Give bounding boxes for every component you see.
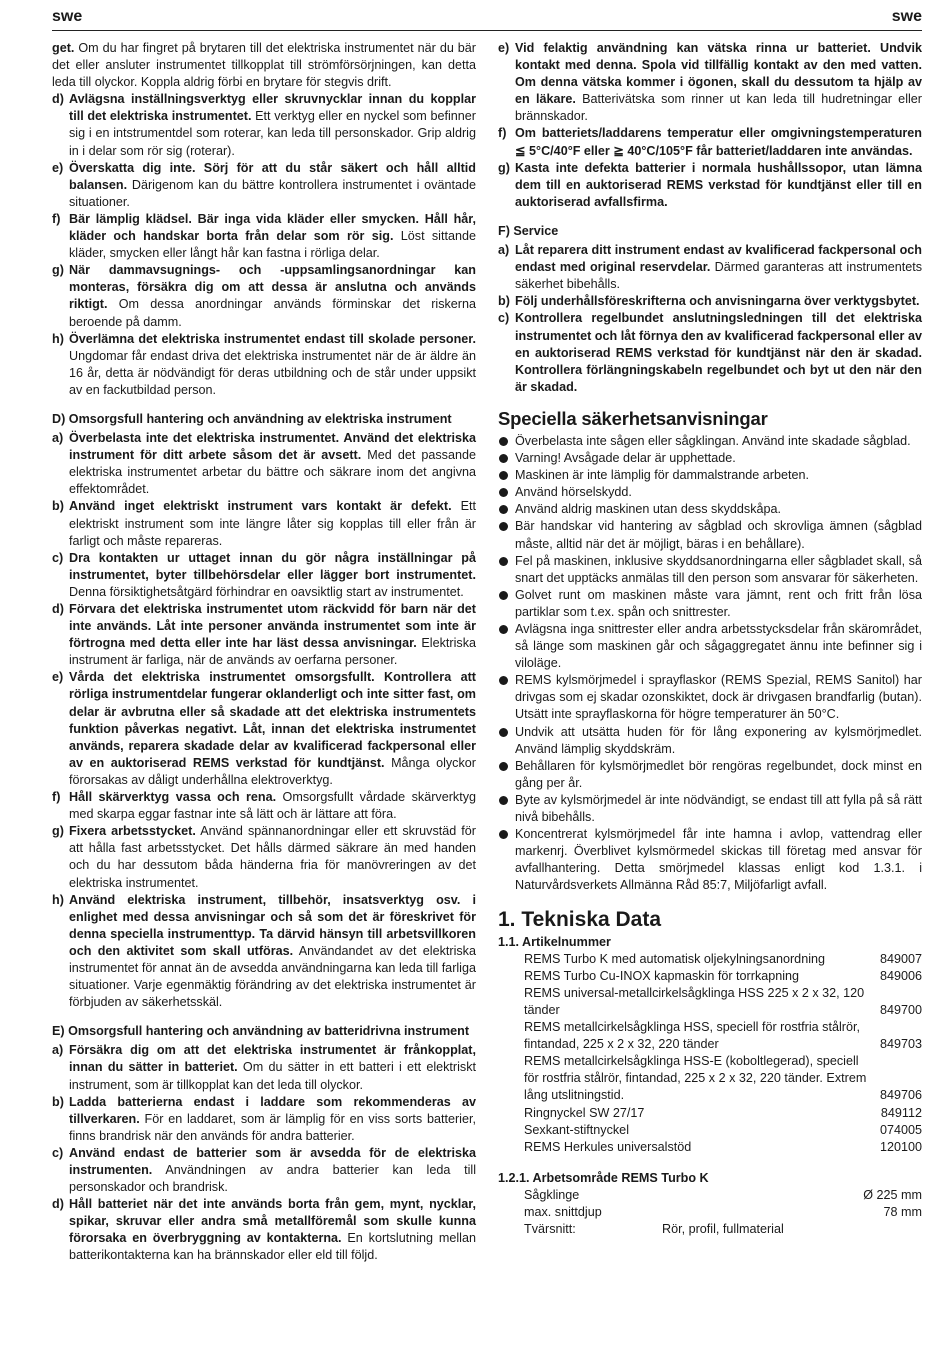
item-bold-text: Vårda det elektriska instrumentet omsorgsfullt. Kontrollera att rörliga instrumentdelar fungerar oklanderligt och inte sitter fast, om delar är avbrutna eller så skadade att det elektriska instrumentets funktion påverkas negativt. Låt, innan det elektriska instrumentet används, reparera skadade delar av kvalificerad fackpersonal eller av en auktoriserad REMS verkstad för kundtjänst. [69,670,476,770]
safety-bullet [498,826,922,894]
item-label: h) [52,892,64,907]
bullet-text: Använd hörselskydd. [515,485,632,500]
item-bold-text: Överlämna det elektriska instrumentet endast till skolade personer. [69,331,476,346]
item-bold-text: Använd endast de batterier som är avsedda för de elektriska instrumenten. [69,1145,476,1177]
item-label: h) [52,331,64,346]
item-text: En kortslutning mellan batterikontakterna kan ha brännskador eller eld till följd. [69,1231,476,1263]
article-description: REMS Turbo Cu-INOX kapmaskin för torrkapning [524,968,800,983]
spec-list [498,1187,922,1238]
article-description: REMS metallcirkelsågklinga HSS, speciell för rostfria stålrör, fintandad, 225 x 2 x 32, 220 tänder [524,1020,860,1052]
item-bold-text: Använd elektriska instrument, tillbehör, insatsverktyg osv. i enlighet med dessa anvisningar och så som det är föreskrivet för denna speciella instrumenttyp. Ta därvid hänsyn till arbetsvillkoren och den aktivitet som skall utföras. [69,892,476,958]
list-item [498,293,922,310]
bullet-text: Byte av kylsmörjmedel är inte nödvändigt, se endast till att fylla på så rätt nivå bibehålls. [515,792,922,825]
safety-bullet [498,518,922,552]
item-label: a) [52,1043,64,1058]
item-label: a) [498,243,510,258]
list-item [498,310,922,395]
item-bold-text: Kontrollera regelbundet anslutningsledningen till det elektriska instrumentet och låt förnya den av kvalificerad fackpersonal eller av en auktoriserad REMS verkstad för kundtjänst när den är skadad. Kontrollera förlängningskabeln regelbundet och byt ut den när den är skadad. [515,311,922,394]
bullet-text: Maskinen är inte lämplig för dammalstrande arbeten. [515,468,809,483]
list-item [52,262,476,330]
item-bold-text: Försäkra dig om att det elektriska instrumentet är frånkopplat, innan du sätter in batteriet. [69,1043,476,1075]
list-item [498,160,922,211]
header-language-right: swe [891,8,922,25]
bullet-text: REMS kylsmörjmedel i sprayflaskor (REMS Spezial, REMS Sanitol) har drivgas som ej skadar ozonskiktet, dock är drivgasen brandfarlig (butan). Utsätt inte sprayflaskorna för högre temperaturer än 50°C. [515,673,922,722]
intro-bold: get. [52,41,75,55]
article-number: 849706 [879,1088,922,1103]
safety-bullet [498,792,922,826]
safety-bullet [498,587,922,621]
item-bold-text: Låt reparera ditt instrument endast av kvalificerad fackpersonal och endast med original reservdelar. [515,243,922,275]
list-item [52,669,476,789]
list-item [52,1196,476,1264]
items-c-list [52,91,476,399]
items-f-list [498,242,922,396]
item-text: Ett elektriskt instrument som inte längre låter sig kopplas till eller från är farligt och måste repareras. [69,499,476,548]
safety-bullet [498,758,922,792]
item-text: Därmed garanteras att instrumentets säkerhet bibehålls. [515,260,923,292]
item-label: e) [498,41,510,55]
list-item [52,892,476,1012]
bullet-text: Varning! Avsågade delar är upphettade. [515,451,736,466]
item-text: Många olyckor förorsakas av dåligt underhållna elektroverktyg. [69,755,476,787]
list-item [52,211,476,262]
bullet-dot-icon [499,522,508,531]
item-label: f) [52,790,61,805]
item-text: Använd spännanordningar eller ett skruvstäd för att hålla fast arbetsstycket. Det hålls därmed säkrare än med handen och du har dessutom båda händerna fria för manövreringen av det elektriska instrumentet. [69,824,477,890]
article-description: REMS Turbo K med automatisk oljekylningsanordning [524,951,826,966]
item-label: e) [52,670,64,685]
header-language-left: swe [52,8,83,25]
bullet-dot-icon [499,591,508,600]
item-text: Om dessa anordningar används förminskar det riskerna beroende på damm. [69,297,476,329]
spec-label: Sågklinge [524,1187,580,1202]
safety-bullet [498,484,922,501]
section-f-title: F) Service [498,223,559,238]
article-row [498,985,922,1019]
article-number: 074005 [879,1122,922,1137]
bullet-dot-icon [499,454,508,463]
bullet-dot-icon [499,762,508,771]
items-d-list [52,430,476,1011]
safety-bullet [498,553,922,587]
item-label: b) [52,1094,64,1109]
article-description: REMS universal-metallcirkelsågklinga HSS 225 x 2 x 32, 120 tänder [524,985,865,1017]
bullet-dot-icon [499,625,508,634]
safety-bullet [498,621,922,672]
item-label: c) [498,311,510,326]
article-numbers-title: 1.1. Artikelnummer [498,934,611,949]
safety-bullet [498,433,922,450]
article-row [498,1019,922,1053]
item-label: g) [52,824,64,839]
item-label: d) [52,92,64,107]
article-description: Ringnyckel SW 27/17 [524,1105,645,1120]
item-text: Omsorgsfullt vårdade skärverktyg med skarpa eggar fastnar inte så lätt och är lättare att föra. [69,790,476,822]
item-label: c) [52,1145,64,1160]
bullet-text: Behållaren för kylsmörjmedlet bör rengöras regelbundet, dock minst en gång per år. [515,758,922,790]
item-text: Därigenom kan du bättre kontrollera instrumentet i oväntade situationer. [69,177,476,209]
article-number: 849006 [879,968,922,983]
article-row [498,1105,922,1122]
item-label: b) [52,499,64,514]
item-label: f) [52,211,61,226]
item-label: b) [498,294,510,309]
item-label: c) [52,550,64,565]
item-text: För en laddaret, som är lämplig för en viss sorts batterier, finns brandrisk när den används för andra batterier. [69,1111,476,1143]
left-column [52,40,476,1265]
page-header [0,8,950,30]
safety-bullet [498,672,922,723]
item-bold-text: När dammavsugnings- och -uppsamlingsanordningar kan monteras, försäkra dig om att dessa är anslutna och används riktigt. [69,263,476,312]
spec-label: Tvärsnitt: [524,1222,576,1237]
item-bold-text: Ladda batterierna endast i laddare som rekommenderas av tillverkaren. [69,1094,476,1126]
item-text: Löst sittande kläder, smycken eller långt hår kan fastna i rörliga delar. [69,229,476,261]
item-label: a) [52,431,64,446]
spec-measure [802,1221,922,1238]
item-text: Användandet av det elektriska instrumentet för annat än de avsedda användningarna kan leda till farliga situationer. Varje egenmäktig förändring av det elektriska instrumentet är förbjuden av säkerhetsskäl. [69,943,476,1010]
item-bold-text: Avlägsna inställningsverktyg eller skruvnycklar innan du kopplar till det elektriska instrumentet. [69,92,476,124]
item-text: Med det passande elektriska instrumentet arbetar du bättre och säkrare inom det angivna effektområdet. [69,448,476,497]
bullet-text: Undvik att utsätta huden för för lång exponering av kylsmörjmedlet. Använd lämplig skyddskräm. [515,724,922,756]
article-row [498,1122,922,1139]
list-item [52,498,476,549]
spec-row [498,1187,922,1204]
item-bold-text: Håll batteriet när det inte används borta från gem, mynt, nycklar, spikar, skruvar eller andra små metallföremål som skulle kunna förorsaka en överbryggning av kontakterna. [69,1197,476,1246]
item-bold-text: Vid felaktig användning kan vätska rinna ur batteriet. Undvik kontakt med denna. Spola vid tillfällig kontakt av den med vatten. Om denna vätska kommer i ögonen, skall du dessutom ta hjälp av en läkare. [515,41,922,107]
list-item [52,550,476,601]
bullet-dot-icon [499,728,508,737]
list-item [52,1094,476,1145]
tech-data-title: 1. Tekniska Data [498,907,662,931]
item-text: Denna försiktighetsåtgärd förhindrar en oavsiktlig start av instrumentet. [69,584,464,599]
article-description: Sexkant-stiftnyckel [524,1122,629,1137]
item-text: Användningen av andra batterier kan leda till personskador och brandrisk. [69,1163,476,1195]
item-label: g) [498,160,510,175]
section-e-title: E) Omsorgsfull hantering och användning av batteridrivna instrument [52,1024,470,1039]
header-rule [52,30,922,31]
bullet-text: Koncentrerat kylsmörjmedel får inte hamna i avlop, vattendrag eller markenrj. Överblivet kylsmörmedel skickas till företag med ansvar för avfallhantering. Detta smörjmedel klassas enligt kod 1.3.1. i Naturvårdsverkets Allmänna Råd 85:7, Miljöfarligt avfall. [515,827,922,893]
items-e-list [52,1042,476,1264]
list-item [498,40,922,125]
safety-bullet [498,724,922,758]
list-item [52,823,476,891]
bullet-dot-icon [499,471,508,480]
item-bold-text: Använd inget elektriskt instrument vars kontakt är defekt. [69,499,452,514]
safety-bullet-list [498,433,922,895]
intro-paragraph [52,40,476,91]
bullet-dot-icon [499,830,508,839]
spec-measure: Ø 225 mm [863,1187,922,1202]
item-bold-text: Överskatta dig inte. Sörj för att du står säkert och håll alltid balansen. [69,160,476,192]
bullet-text: Avlägsna inga snittrester eller andra arbetsstycksdelar från skärområdet, så länge som maskinen går och sågaggregatet ännu inte befinner sig i viloläge. [515,622,922,671]
list-item [52,331,476,399]
item-bold-text: Dra kontakten ur uttaget innan du gör några inställningar på instrumentet, byter tillbehörsdelar eller lägger bort instrumentet. [69,550,476,582]
list-item [52,91,476,159]
list-item [498,125,922,159]
item-label: d) [52,1197,64,1212]
items-e-cont-list [498,40,922,211]
safety-bullet [498,467,922,484]
item-bold-text: Bär lämplig klädsel. Bär inga vida kläder eller smycken. Håll hår, kläder och handskar borta från delar som rör sig. [69,211,476,244]
article-number: 849112 [880,1105,922,1120]
article-description: REMS metallcirkelsågklinga HSS-E (koboltlegerad), speciell för rostfria stålrör, fintandad, 225 x 2 x 32, 220 tänder. Extrem lång utslitningstid. [524,1054,867,1103]
spec-row [498,1221,922,1238]
bullet-text: Använd aldrig maskinen utan dess skyddskåpa. [515,502,782,517]
item-label: e) [52,160,64,175]
spec-label: max. snittdjup [524,1205,602,1219]
list-item [498,242,922,293]
right-column [498,40,922,1238]
bullet-text: Golvet runt om maskinen måste vara jämnt, rent och fritt från lösa partiklar som t.ex. spån och snittrester. [515,587,922,619]
bullet-text: Fel på maskinen, inklusive skyddsanordningarna eller sågbladet skall, så snart det upptäcks anmälas till den person som ansvarar för säkerheten. [515,553,922,585]
article-number: 849703 [879,1037,922,1052]
article-list [498,951,922,1156]
bullet-dot-icon [499,505,508,514]
item-bold-text: Om batteriets/laddarens temperatur eller omgivningstemperaturen ≦ 5°C/40°F eller ≧ 40°C/105°F får batteriet/laddaren inte användas. [515,126,922,158]
intro-text: Om du har fingret på brytaren till det elektriska instrumentet när du bär det eller ansluter instrumentet tillkopplat till strömförsörjningen, kan detta leda till olyckor. Koppla aldrig förbi en brytare för stegvis drift. [52,41,476,90]
bullet-dot-icon [499,796,508,805]
safety-bullet [498,450,922,467]
safety-bullet [498,501,922,518]
item-label: f) [498,126,507,141]
item-bold-text: Följ underhållsföreskrifterna och anvisningarna över verktygsbytet. [515,294,920,309]
list-item [52,601,476,669]
item-bold-text: Håll skärverktyg vassa och rena. [69,790,277,805]
item-bold-text: Förvara det elektriska instrumentet utom räckvidd för barn när det inte används. Låt inte personer använda instrumentet som inte är förtrogna med detta eller inte har läst dessa anvisningar. [69,602,476,651]
list-item [52,1042,476,1093]
spec-measure: 78 mm [883,1205,922,1219]
special-safety-title: Speciella säkerhetsanvisningar [498,407,768,429]
article-number: 849007 [879,951,922,966]
spec-value [662,1204,802,1221]
item-text: Ungdomar får endast driva det elektriska instrumentet när de är äldre än 16 år, detta är nödvändigt för deras utbildning och de står under uppsikt av en fackutbildad person. [69,348,476,397]
spec-row [498,1204,922,1221]
article-row [498,951,922,968]
item-bold-text: Överbelasta inte det elektriska instrumentet. Använd det elektriska instrument för ditt arbete såsom det är avsett. [69,431,476,463]
bullet-text: Bär handskar vid hantering av sågblad och skrovliga ämnen (sågblad måste, alltid när det är möjligt, bäras i en behållare). [515,519,922,551]
bullet-dot-icon [499,437,508,446]
item-text: Om du sätter in ett batteri i ett elektriskt instrument, som är tillkopplat kan det leda till olyckor. [69,1060,477,1092]
item-label: d) [52,602,64,616]
spec-value [662,1187,802,1204]
bullet-dot-icon [499,557,508,566]
bullet-dot-icon [499,676,508,685]
list-item [52,1145,476,1196]
article-row [498,1139,922,1156]
bullet-text: Överbelasta inte sågen eller sågklingan. Använd inte skadade sågblad. [515,433,911,448]
section-d-title: D) Omsorgsfull hantering och användning av elektriska instrument [52,411,452,426]
list-item [52,789,476,823]
article-description: REMS Herkules universalstöd [524,1139,692,1154]
article-number: 849700 [879,1002,922,1017]
item-bold-text: Kasta inte defekta batterier i normala hushållssopor, utan lämna dem till en auktoriserad REMS verkstad för kundtjänst eller till en auktoriserad avfallsfirma. [515,160,922,209]
list-item [52,160,476,211]
article-row [498,968,922,985]
item-text: Ett verktyg eller en nyckel som befinner sig i en intstrumentdel som roterar, kan leda till personskador. Grip aldrig in i delar som rör sig (roterar). [69,109,476,158]
item-bold-text: Fixera arbetsstycket. [69,824,196,839]
item-text: Elektriska instrument är farliga, när de används av oerfarna personer. [69,636,476,668]
item-text: Batterivätska som rinner ut kan leda till hudretningar eller brännskador. [515,92,922,124]
work-area-title: 1.2.1. Arbetsområde REMS Turbo K [498,1170,709,1185]
list-item [52,430,476,498]
bullet-dot-icon [499,488,508,497]
article-row [498,1053,922,1104]
spec-value: Rör, profil, fullmaterial [662,1222,784,1237]
article-number: 120100 [879,1139,922,1154]
item-label: g) [52,263,64,278]
